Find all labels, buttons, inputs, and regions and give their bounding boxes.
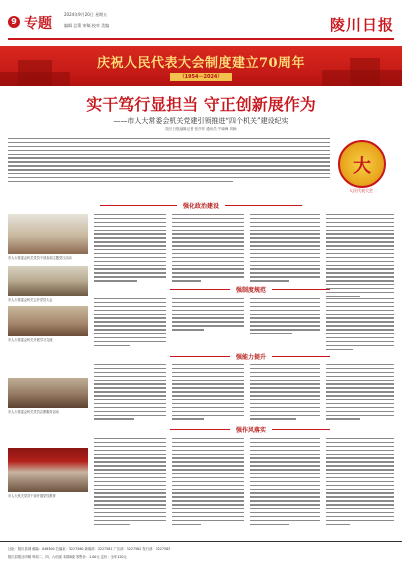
photo-5: [8, 448, 88, 492]
column-4b: [172, 438, 244, 527]
page-header: [0, 0, 402, 46]
photo-1: [8, 214, 88, 254]
column-3a: [94, 364, 166, 422]
column-1c: [250, 214, 320, 284]
column-2b: [172, 298, 244, 333]
footer-line-1: 社址：陵川县城 邮编：048300 总编室：3227580 新闻部：3227581 广告部：3227582 发行部：3227583: [8, 547, 171, 551]
footer-line-2: 陵川县报社印刷 每周二、四、六出版 本期4版 零售价：1.00元 定价：全年120元: [8, 555, 127, 559]
npc-emblem: [338, 140, 386, 188]
issue-date: 2024年9月20日 星期五: [64, 12, 108, 17]
page-number: 9: [8, 16, 20, 28]
column-3b: [172, 364, 244, 422]
section-heading-1: 强化政治建设: [0, 201, 402, 210]
column-1b: [172, 214, 244, 284]
photo-5-caption: 市人大机关党员干部开展党性教育: [8, 494, 56, 498]
article-byline: 陵川日报融媒记者 张莎莎 通讯员 牛晓峰 刘畅: [165, 127, 237, 131]
column-2a: [94, 298, 166, 349]
article-headline: 实干笃行显担当 守正创新展作为: [86, 95, 316, 114]
banner-title: 庆祝人民代表大会制度建立70周年: [96, 56, 306, 71]
anniversary-banner: [0, 46, 402, 86]
column-4c: [250, 438, 320, 527]
column-3c: [250, 364, 320, 422]
section-heading-3: 强能力提升: [50, 352, 402, 361]
photo-2-caption: 市人大常委会机关召开党员大会: [8, 298, 53, 302]
section-label: 专题: [24, 16, 52, 32]
emblem-caption: 人民代表大会: [349, 188, 373, 193]
emblem-glyph: 大: [353, 156, 371, 177]
header-rule: [8, 38, 394, 40]
column-1a: [94, 214, 166, 284]
newspaper-masthead: 陵川日报: [329, 16, 394, 34]
banner-years: （1954－2024）: [170, 73, 232, 81]
photo-3-caption: 市人大常委会机关开展学习交流: [8, 338, 53, 342]
section-heading-2: 强制度规范: [50, 285, 402, 294]
column-3d: [326, 364, 394, 422]
photo-3: [8, 306, 88, 336]
article-subhead: ——市人大常委会机关党建引领推进“四个机关”建设纪实: [113, 117, 289, 125]
column-2c: [250, 298, 320, 337]
section-heading-4: 强作风落实: [50, 425, 402, 434]
lead-paragraph: [8, 138, 330, 185]
photo-1-caption: 市人大常委会机关党员干部参加主题党日活动: [8, 256, 72, 260]
photo-4-caption: 市人大常委会机关党员志愿服务活动: [8, 410, 59, 414]
editor-credits: 编辑 总策 审稿 校对 美编: [64, 23, 110, 28]
footer-rule: [0, 541, 402, 542]
column-4a: [94, 438, 166, 527]
column-2d: [326, 298, 394, 352]
column-4d: [326, 438, 394, 527]
photo-4: [8, 378, 88, 408]
